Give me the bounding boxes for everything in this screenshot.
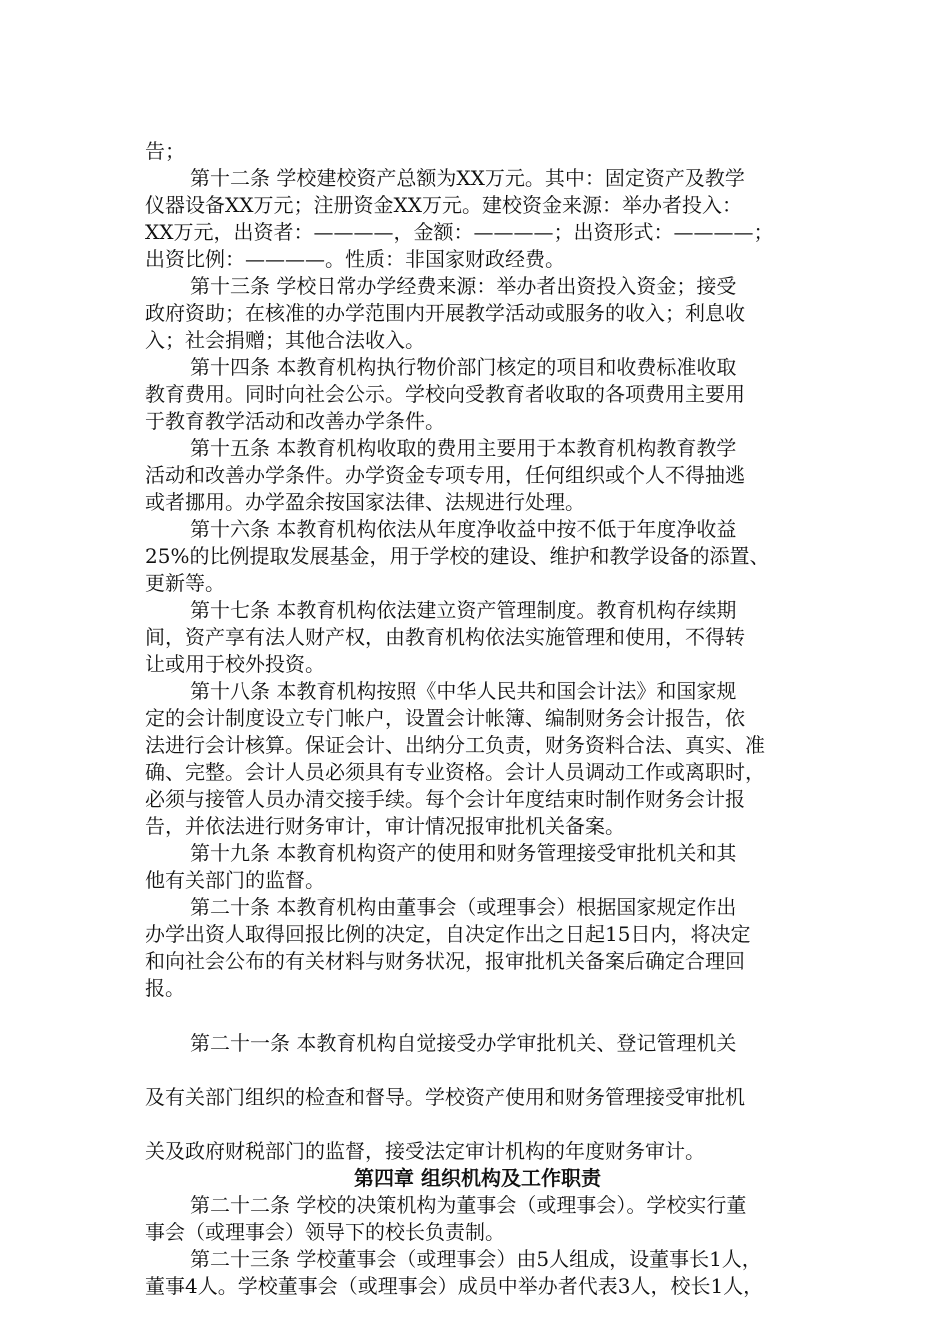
text-line: 他有关部门的监督。 [145,868,325,892]
text-line: 第十八条 本教育机构按照《中华人民共和国会计法》和国家规 [190,679,737,703]
text-line: 董事4人。学校董事会（或理事会）成员中举办者代表3人，校长1人， [145,1274,764,1298]
text-line: 及有关部门组织的检查和督导。学校资产使用和财务管理接受审批机 [145,1085,745,1109]
text-line: 告； [145,139,185,163]
text-line: 第二十二条 学校的决策机构为董事会（或理事会）。学校实行董 [190,1193,747,1217]
text-line: 第十七条 本教育机构依法建立资产管理制度。教育机构存续期 [190,598,737,622]
text-line: XX万元，出资者：————，金额：————；出资形式：————； [145,220,774,244]
text-line: 确、完整。会计人员必须具有专业资格。会计人员调动工作或离职时， [145,760,765,784]
paragraph-article-14 [145,354,810,435]
text-line: 第十二条 学校建校资产总额为XX万元。其中：固定资产及教学 [190,166,745,190]
text-line: 报。 [145,976,185,1000]
paragraph-article-16 [145,516,810,597]
paragraph-article-12 [145,165,810,273]
text-line: 第十四条 本教育机构执行物价部门核定的项目和收费标准收取 [190,355,737,379]
paragraph-article-18 [145,678,810,840]
paragraph-article-23 [145,1246,810,1300]
paragraph-article-15 [145,435,810,516]
text-line: 仪器设备XX万元；注册资金XX万元。建校资金来源：举办者投入： [145,193,742,217]
text-line: 第二十一条 本教育机构自觉接受办学审批机关、登记管理机关 [190,1031,737,1055]
text-line: 让或用于校外投资。 [145,652,325,676]
text-line: 关及政府财税部门的监督，接受法定审计机构的年度财务审计。 [145,1139,705,1163]
paragraph-article-13 [145,273,810,354]
text-line: 第十六条 本教育机构依法从年度净收益中按不低于年度净收益 [190,517,737,541]
paragraph-article-22 [145,1192,810,1246]
text-line: 办学出资人取得回报比例的决定，自决定作出之日起15日内，将决定 [145,922,751,946]
paragraph-article-11-tail [145,138,810,165]
chapter-heading: 第四章 组织机构及工作职责 [354,1166,601,1190]
text-line: 事会（或理事会）领导下的校长负责制。 [145,1220,505,1244]
text-line: 法进行会计核算。保证会计、出纳分工负责，财务资料合法、真实、准 [145,733,765,757]
text-line: 或者挪用。办学盈余按国家法律、法规进行处理。 [145,490,585,514]
paragraph-article-19 [145,840,810,894]
paragraph-article-17 [145,597,810,678]
text-line: 更新等。 [145,571,225,595]
text-line: 第二十三条 学校董事会（或理事会）由5人组成，设董事长1人， [190,1247,762,1271]
text-line: 25%的比例提取发展基金，用于学校的建设、维护和教学设备的添置、 [145,544,770,568]
text-line: 活动和改善办学条件。办学资金专项专用，任何组织或个人不得抽逃 [145,463,745,487]
text-line: 第十三条 学校日常办学经费来源：举办者出资投入资金；接受 [190,274,737,298]
text-line: 于教育教学活动和改善办学条件。 [145,409,445,433]
text-line: 政府资助；在核准的办学范围内开展教学活动或服务的收入；利息收 [145,301,745,325]
text-line: 入；社会捐赠；其他合法收入。 [145,328,425,352]
text-line: 必须与接管人员办清交接手续。每个会计年度结束时制作财务会计报 [145,787,745,811]
text-line: 第十五条 本教育机构收取的费用主要用于本教育机构教育教学 [190,436,737,460]
text-line: 第二十条 本教育机构由董事会（或理事会）根据国家规定作出 [190,895,737,919]
paragraph-article-21 [145,1023,810,1171]
text-line: 告，并依法进行财务审计，审计情况报审批机关备案。 [145,814,625,838]
text-line: 和向社会公布的有关材料与财务状况，报审批机关备案后确定合理回 [145,949,745,973]
text-line: 定的会计制度设立专门帐户，设置会计帐簿、编制财务会计报告，依 [145,706,745,730]
document-body [145,138,810,1300]
paragraph-article-20 [145,894,810,1002]
text-line: 出资比例：————。性质：非国家财政经费。 [145,247,565,271]
text-line: 间，资产享有法人财产权，由教育机构依法实施管理和使用，不得转 [145,625,745,649]
text-line: 第十九条 本教育机构资产的使用和财务管理接受审批机关和其 [190,841,737,865]
text-line: 教育费用。同时向社会公示。学校向受教育者收取的各项费用主要用 [145,382,745,406]
